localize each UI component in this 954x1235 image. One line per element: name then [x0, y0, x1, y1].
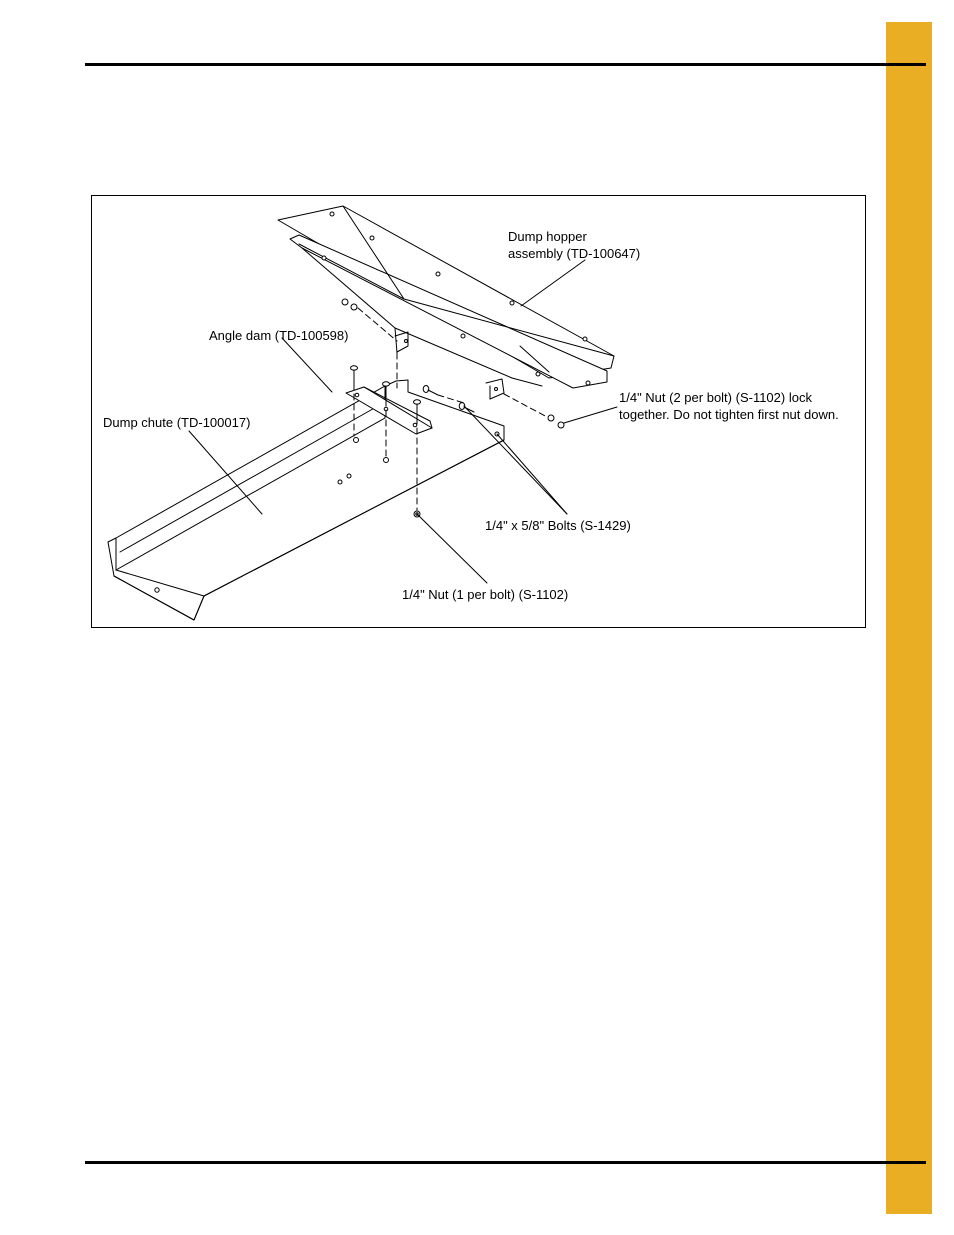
callout-nut-one-per-bolt: 1/4" Nut (1 per bolt) (S-1102) — [402, 587, 569, 602]
callout-angle-dam: Angle dam (TD-100598) — [209, 328, 349, 343]
assembly-figure — [91, 195, 866, 628]
header-rule — [85, 63, 926, 66]
callout-bolts: 1/4" x 5/8" Bolts (S-1429) — [485, 518, 631, 533]
chapter-side-tab — [886, 22, 932, 1214]
callout-dump-hopper: Dump hopper assembly (TD-100647) — [508, 229, 641, 261]
callout-nut-two-per-bolt: 1/4" Nut (2 per bolt) (S-1102) lock together. Do not tighten first nut down. — [619, 390, 839, 422]
callout-dump-chute: Dump chute (TD-100017) — [103, 415, 251, 430]
footer-rule — [85, 1161, 926, 1164]
